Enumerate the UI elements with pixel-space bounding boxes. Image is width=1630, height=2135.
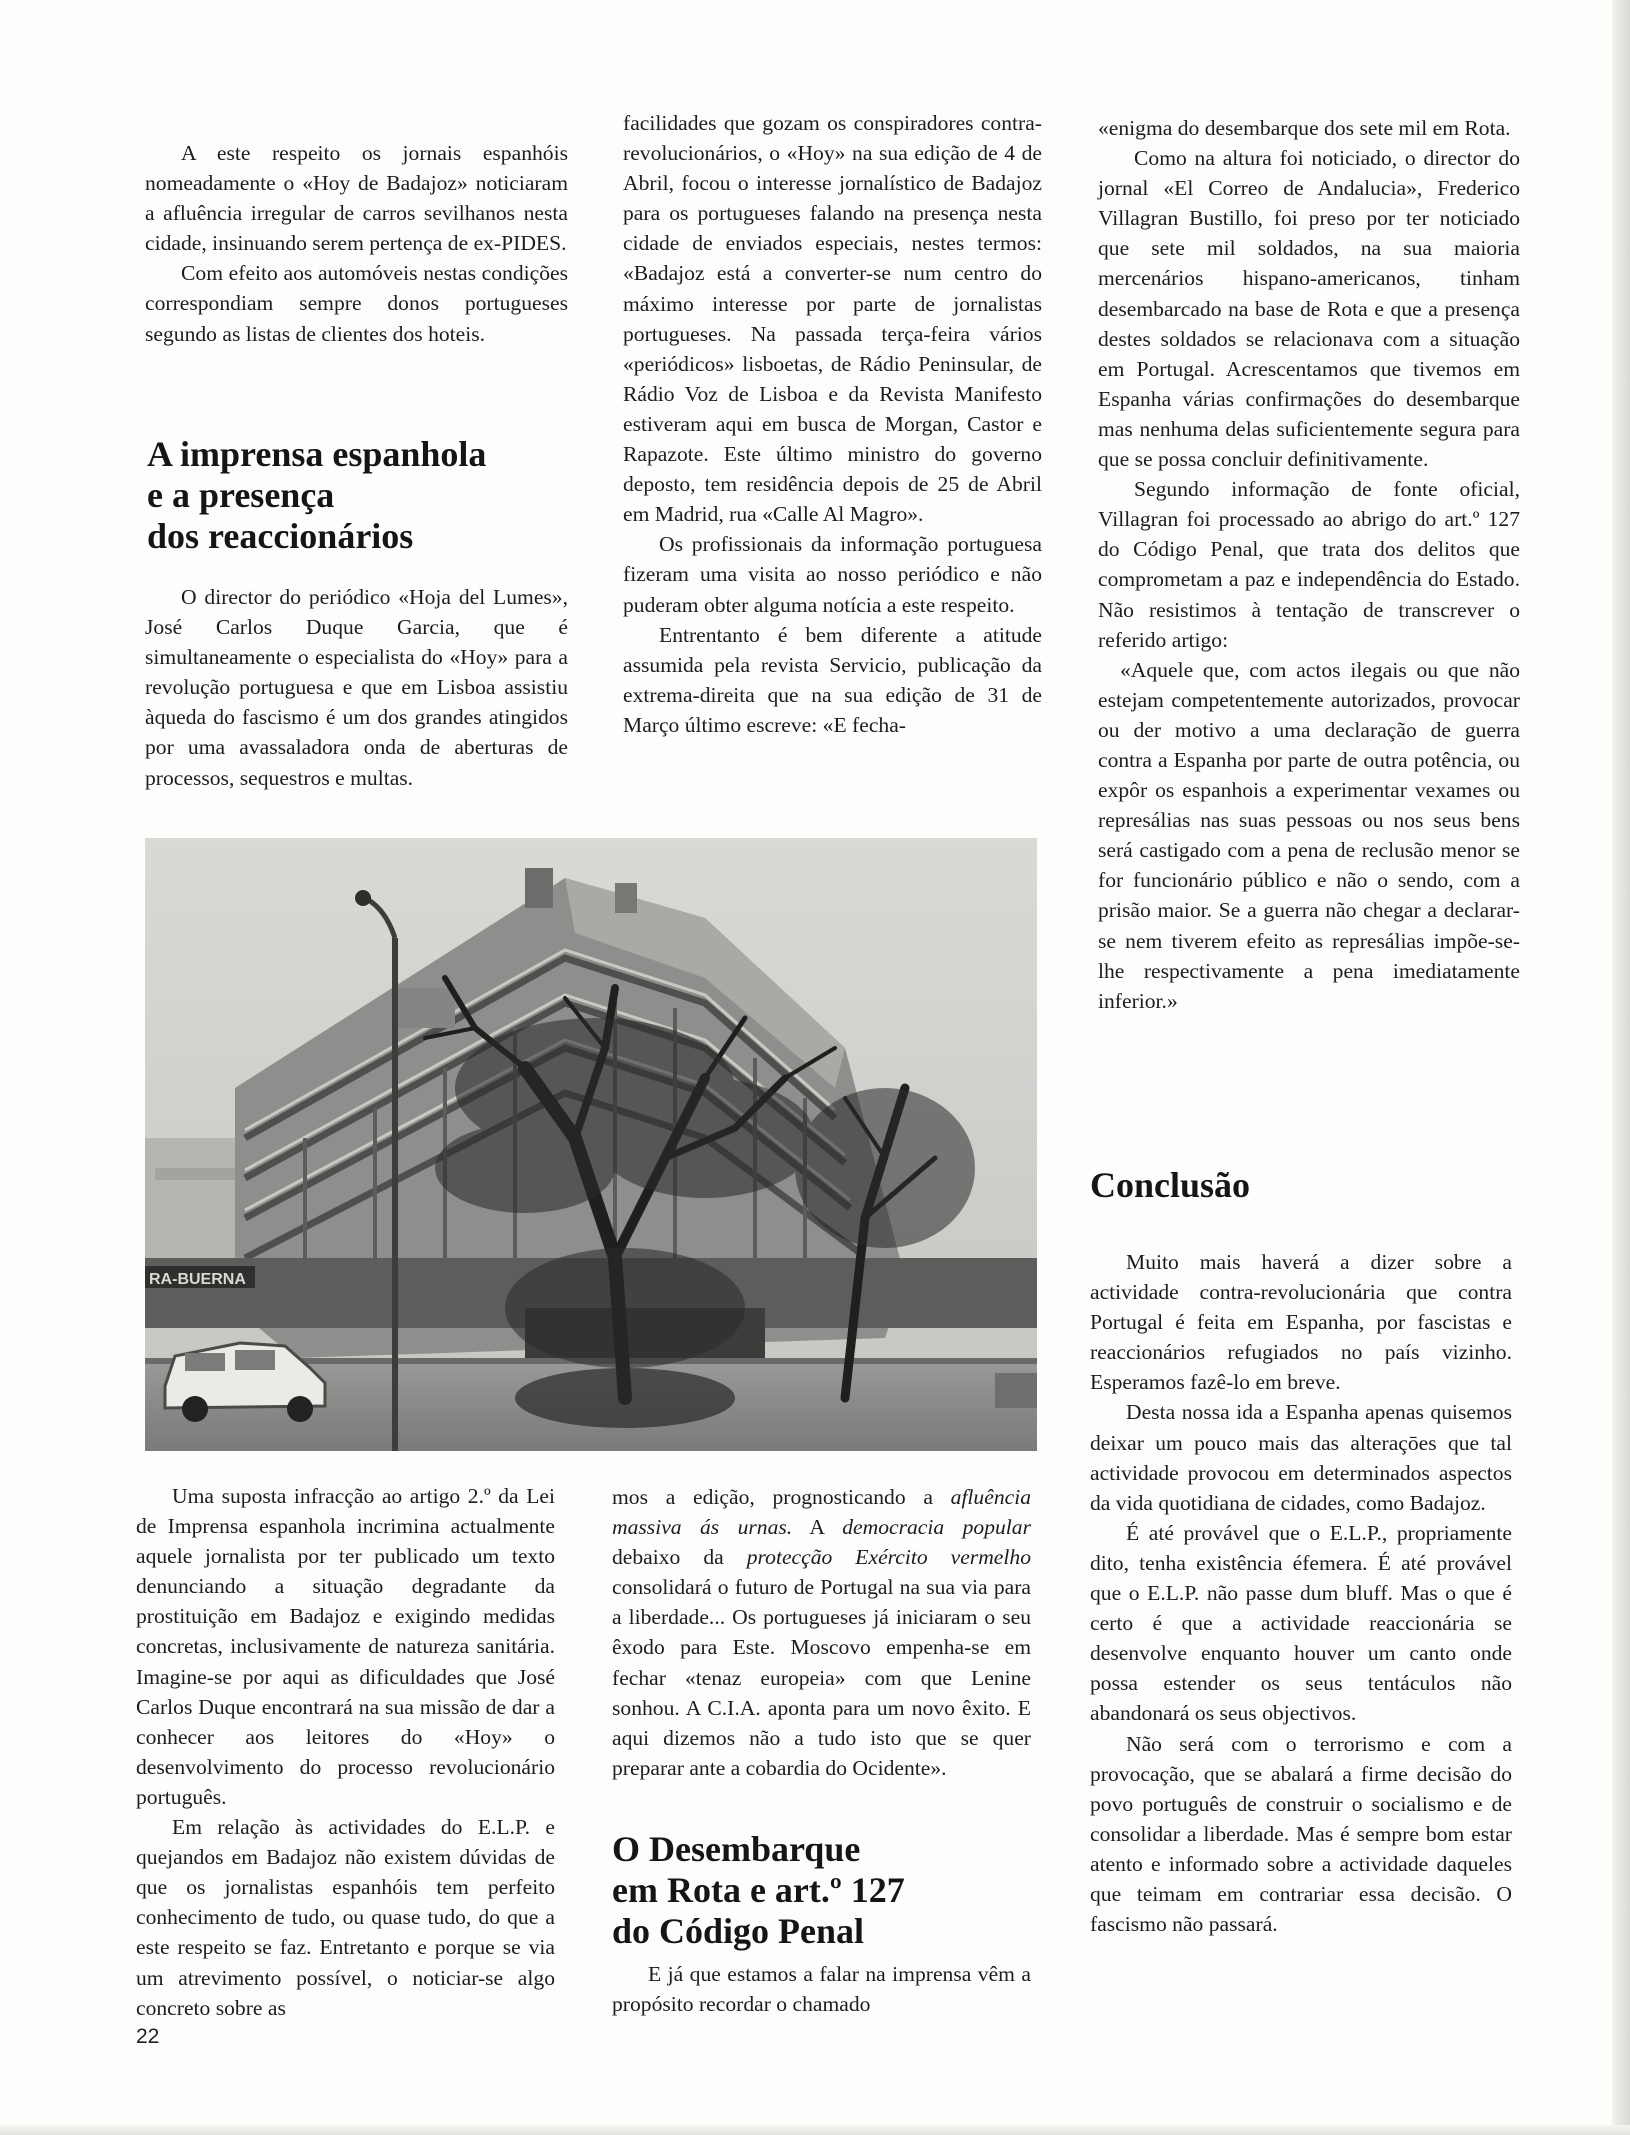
section-heading-conclusao: Conclusão — [1090, 1165, 1251, 1205]
quoted-article: «Aquele que, com actos ilegais ou que não estejam competentemente autorizados, provocar ou der motivo a uma declaração de guerra contra a Espanha por parte de outra potência, ou expôr os espanhois a experimentar vexames ou represálias nas suas pessoas ou nos seus bens será castigado com a pena de reclusão menor se for funcionário público e não o sendo, com a prisão maior. Se a guerra não chegar a declarar-se nem tiverem efeito as represálias impõe-se-lhe respectivamente a pena imediatamente inferior.» — [1098, 657, 1520, 1013]
paragraph: Não será com o terrorismo e com a provocação, que se abalará a firme decisão do povo português de construir o socialismo e de consolidar a liberdade. Mas é sempre bom estar atento e informado sobre a actividade daqueles que teimam em contrariar essa decisão. O fascismo não passará. — [1090, 1731, 1512, 1937]
paragraph: Uma suposta infracção ao artigo 2.º da Lei de Imprensa espanhola incrimina actualmente aquele jornalista por ter publicado um texto denunciando a situação degradante da prostituição em Badajoz e exigindo medidas concretas, inclusivamente de natureza sanitária. Imagine-se por aqui as dificuldades que José Carlos Duque encontrará na sua missão de dar a conhecer aos leitores do «Hoy» o desenvolvimento do processo revolucionário português. — [136, 1484, 555, 1809]
section-heading-imprensa: A imprensa espanhola e a presença dos reaccionários — [147, 434, 487, 556]
column-3-bottom — [1090, 1247, 1512, 1939]
paragraph: mos a edição, prognosticando a afluência massiva ás urnas. A democracia popular debaixo da protecção Exército vermelho consolidará o futuro de Portugal na sua via para a liberdade... Os portugueses já iniciaram o seu êxodo para Este. Moscovo empenha-se em fechar «tenaz europeia» com que Lenine sonhou. A C.I.A. aponta para um novo êxito. E aqui dizemos não a tudo isto que se quer preparar ante a cobardia do Ocidente». — [612, 1485, 1031, 1780]
paragraph: É até provável que o E.L.P., propriamente dito, tenha existência éfemera. É até provável que o E.L.P. não passe dum bluff. Mas o que é certo é que a actividade reaccionária se desenvolve enquanto houver um canto onde possa estender os seus tentáculos não abandonará os seus objectivos. — [1090, 1520, 1512, 1726]
column-1-bottom — [136, 1481, 555, 2023]
paragraph: Como na altura foi noticiado, o director do jornal «El Correo de Andalucia», Frederico Villagran Bustillo, foi preso por ter noticiado que sete mil soldados, na sua maioria mercenários hispano-americanos, tinham desembarcado na base de Rota e que a presença destes soldados se relacionava com a situação em Portugal. Acrescentamos que tivemos em Espanha várias confirmações do desembarque mas nenhuma delas suficientemente segura para que se possa concluir definitivamente. — [1098, 146, 1520, 472]
column-1-top — [145, 138, 568, 349]
paragraph: Com efeito aos automóveis nestas condições correspondiam sempre donos portugueses segundo as listas de clientes dos hoteis. — [145, 261, 568, 346]
column-2-top — [623, 108, 1042, 740]
column-2-bottom — [612, 1482, 1031, 1783]
paragraph: O director do periódico «Hoja del Lumes», José Carlos Duque Garcia, que é simultaneamente o especialista do «Hoy» para a revolução portuguesa e que em Lisboa assistiu àqueda do fascismo é um dos grandes atingidos por uma avassaladora onda de aberturas de processos, sequestros e multas. — [145, 585, 568, 790]
column-2-end — [612, 1959, 1031, 2019]
page-number: 22 — [136, 2025, 160, 2048]
paragraph: «enigma do desembarque dos sete mil em Rota. — [1098, 116, 1511, 140]
section-heading-desembarque: O Desembarque em Rota e art.º 127 do Código Penal — [612, 1829, 905, 1951]
building-photo — [145, 838, 1037, 1451]
paragraph: Os profissionais da informação portuguesa fizeram uma visita ao nosso periódico e não puderam obter alguma notícia a este respeito. — [623, 532, 1042, 617]
paragraph: E já que estamos a falar na imprensa vêm a propósito recordar o chamado — [612, 1962, 1031, 2017]
shop-sign: RA-BUERNA — [149, 1271, 246, 1288]
paragraph: Em relação às actividades do E.L.P. e quejandos em Badajoz não existem dúvidas de que os jornalistas espanhóis tem perfeito conhecimento de tudo, ou quase tudo, do que a este respeito se faz. Entretanto e porque se via um atrevimento possível, o noticiar-se algo concreto sobre as — [136, 1815, 555, 2020]
paragraph: facilidades que gozam os conspiradores contra-revolucionários, o «Hoy» na sua edição de 4 de Abril, focou o interesse jornalístico de Badajoz para os portugueses falando na presença nesta cidade de enviados especiais, nestes termos: «Badajoz está a converter-se num centro do máximo interesse por parte de jornalistas portugueses. Na passada terça-feira vários «periódicos» lisboetas, de Rádio Peninsular, de Rádio Voz de Lisboa e da Revista Manifesto estiveram aqui em busca de Morgan, Castor e Rapazote. Este último ministro do governo deposto, tem residência depois de 25 de Abril em Madrid, rua «Calle Al Magro». — [623, 111, 1042, 527]
paragraph: A este respeito os jornais espanhóis nomeadamente o «Hoy de Badajoz» noticiaram a afluência irregular de carros sevilhanos nesta cidade, insinuando serem pertença de ex-PIDES. — [145, 141, 568, 256]
paragraph: Segundo informação de fonte oficial, Villagran foi processado ao abrigo do art.º 127 do Código Penal, que trata dos delitos que comprometam a paz e independência do Estado. Não resistimos à tentação de transcrever o referido artigo: — [1098, 477, 1520, 652]
scan-edge — [1612, 0, 1630, 2135]
column-3-top — [1098, 113, 1520, 1016]
paragraph: Muito mais haverá a dizer sobre a actividade contra-revolucionária que contra Portugal é feita em Espanha, por fascistas e reaccionários refugiados no país vizinho. Esperamos fazê-lo em breve. — [1090, 1250, 1512, 1395]
scan-edge — [0, 2125, 1630, 2135]
column-1-middle — [145, 582, 568, 793]
paragraph: Entrentanto é bem diferente a atitude assumida pela revista Servicio, publicação da extrema-direita que na sua edição de 31 de Março último escreve: «E fecha- — [623, 622, 1042, 737]
paragraph: Desta nossa ida a Espanha apenas quisemos deixar um pouco mais das alteraçōes que tal actividade provocou em determinados aspectos da vida quotidiana de cidades, como Badajoz. — [1090, 1400, 1512, 1515]
